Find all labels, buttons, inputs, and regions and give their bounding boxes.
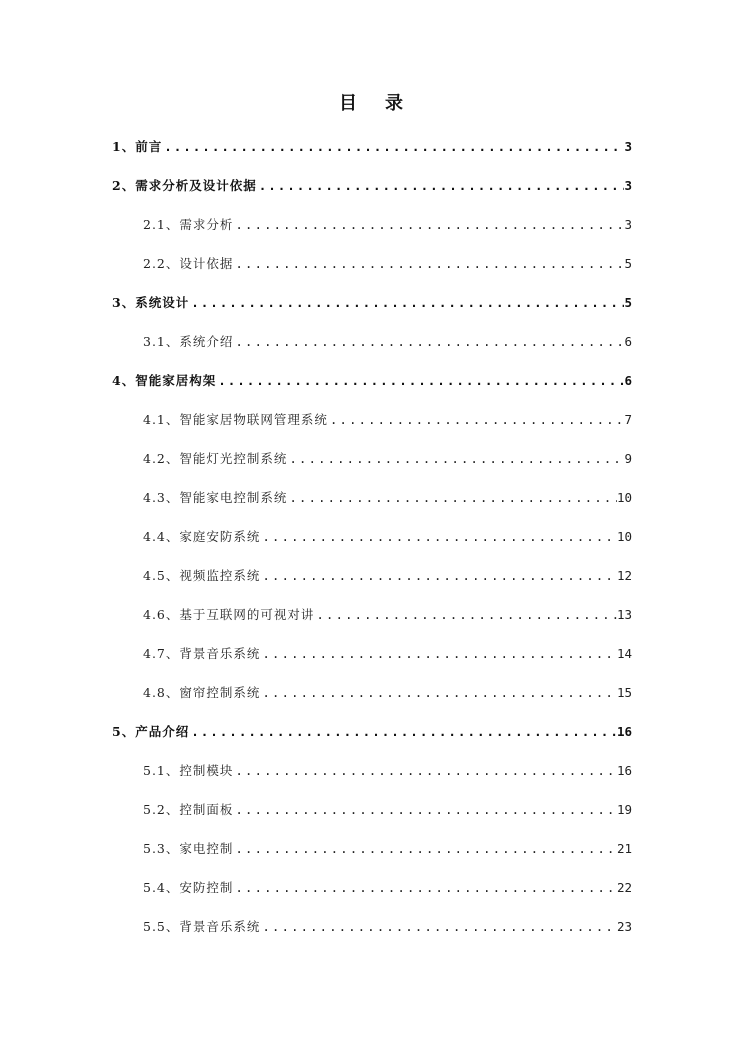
toc-entry-label: 4.6、基于互联网的可视对讲 bbox=[143, 607, 315, 622]
toc-entry-page: 23 bbox=[616, 919, 632, 934]
toc-leader-dots bbox=[260, 683, 617, 703]
toc-entry-label: 2.2、设计依据 bbox=[143, 256, 234, 271]
toc-entry-1[interactable] bbox=[112, 137, 632, 157]
toc-entry-label: 5.2、控制面板 bbox=[143, 802, 234, 817]
toc-leader-dots bbox=[189, 293, 624, 313]
toc-entry-label: 5.4、安防控制 bbox=[143, 880, 234, 895]
toc-entry-page: 15 bbox=[616, 685, 632, 700]
toc-leader-dots bbox=[314, 605, 617, 625]
toc-entry-4-8[interactable] bbox=[143, 683, 632, 703]
toc-entry-label: 5.5、背景音乐系统 bbox=[143, 919, 261, 934]
toc-leader-dots bbox=[189, 722, 617, 742]
toc-entry-page: 3 bbox=[624, 178, 632, 193]
toc-leader-dots bbox=[260, 644, 617, 664]
toc-leader-dots bbox=[233, 332, 624, 352]
toc-entry-page: 3 bbox=[624, 139, 632, 154]
toc-leader-dots bbox=[233, 839, 617, 859]
toc-leader-dots bbox=[233, 800, 617, 820]
toc-entry-label: 5.3、家电控制 bbox=[143, 841, 234, 856]
toc-entry-3-1[interactable] bbox=[143, 332, 632, 352]
toc-entry-label: 2.1、需求分析 bbox=[143, 217, 234, 232]
toc-entry-page: 10 bbox=[616, 529, 632, 544]
toc-entry-label: 4.4、家庭安防系统 bbox=[143, 529, 261, 544]
toc-entry-label: 5.1、控制模块 bbox=[143, 763, 234, 778]
toc-entry-label: 4.5、视频监控系统 bbox=[143, 568, 261, 583]
toc-entry-5-4[interactable] bbox=[143, 878, 632, 898]
toc-entry-2[interactable] bbox=[112, 176, 632, 196]
toc-entry-4-7[interactable] bbox=[143, 644, 632, 664]
toc-leader-dots bbox=[260, 527, 617, 547]
toc-entry-page: 6 bbox=[624, 334, 632, 349]
toc-entry-label: 4.2、智能灯光控制系统 bbox=[143, 451, 288, 466]
toc-entry-label: 1、前言 bbox=[112, 139, 163, 154]
toc-entry-label: 3.1、系统介绍 bbox=[143, 334, 234, 349]
toc-entry-label: 3、系统设计 bbox=[112, 295, 190, 310]
toc-entry-5[interactable] bbox=[112, 722, 632, 742]
toc-entry-page: 14 bbox=[616, 646, 632, 661]
toc-leader-dots bbox=[216, 371, 624, 391]
toc-entry-5-5[interactable] bbox=[143, 917, 632, 937]
title-char-1: 目 bbox=[339, 93, 359, 114]
toc-entry-page: 7 bbox=[624, 412, 632, 427]
toc-entry-4-2[interactable] bbox=[143, 449, 632, 469]
toc-entry-page: 16 bbox=[616, 763, 632, 778]
toc-entry-page: 21 bbox=[616, 841, 632, 856]
toc-entry-label: 4.3、智能家电控制系统 bbox=[143, 490, 288, 505]
toc-entry-2-2[interactable] bbox=[143, 254, 632, 274]
toc-entry-2-1[interactable] bbox=[143, 215, 632, 235]
toc-entry-page: 6 bbox=[624, 373, 632, 388]
toc-entry-5-1[interactable] bbox=[143, 761, 632, 781]
toc-leader-dots bbox=[260, 917, 617, 937]
toc-leader-dots bbox=[162, 137, 624, 157]
toc-leader-dots bbox=[233, 215, 624, 235]
toc-leader-dots bbox=[287, 488, 617, 508]
toc-entry-4[interactable] bbox=[112, 371, 632, 391]
toc-entry-label: 4.7、背景音乐系统 bbox=[143, 646, 261, 661]
toc-entry-page: 5 bbox=[624, 295, 632, 310]
toc-entry-page: 19 bbox=[616, 802, 632, 817]
toc-leader-dots bbox=[328, 410, 625, 430]
toc-entry-page: 9 bbox=[624, 451, 632, 466]
toc-leader-dots bbox=[233, 254, 624, 274]
toc-entry-5-2[interactable] bbox=[143, 800, 632, 820]
toc-entry-page: 13 bbox=[616, 607, 632, 622]
toc-leader-dots bbox=[287, 449, 624, 469]
toc-leader-dots bbox=[260, 566, 617, 586]
toc-entry-label: 5、产品介绍 bbox=[112, 724, 190, 739]
toc-entry-page: 12 bbox=[616, 568, 632, 583]
toc-entry-page: 3 bbox=[624, 217, 632, 232]
toc-entry-page: 5 bbox=[624, 256, 632, 271]
toc-entry-3[interactable] bbox=[112, 293, 632, 313]
toc-entry-label: 4.1、智能家居物联网管理系统 bbox=[143, 412, 328, 427]
toc-entry-4-3[interactable] bbox=[143, 488, 632, 508]
toc-entry-5-3[interactable] bbox=[143, 839, 632, 859]
toc-entry-label: 2、需求分析及设计依据 bbox=[112, 178, 257, 193]
toc-entry-label: 4.8、窗帘控制系统 bbox=[143, 685, 261, 700]
toc-entry-4-5[interactable] bbox=[143, 566, 632, 586]
title-char-2: 录 bbox=[385, 93, 405, 114]
toc-leader-dots bbox=[233, 761, 617, 781]
toc-entry-label: 4、智能家居构架 bbox=[112, 373, 217, 388]
toc-entry-page: 22 bbox=[616, 880, 632, 895]
toc-entry-4-1[interactable] bbox=[143, 410, 632, 430]
toc-leader-dots bbox=[233, 878, 617, 898]
toc-leader-dots bbox=[257, 176, 625, 196]
toc-entry-page: 16 bbox=[616, 724, 632, 739]
toc-entry-page: 10 bbox=[616, 490, 632, 505]
toc-entry-4-4[interactable] bbox=[143, 527, 632, 547]
toc-entry-4-6[interactable] bbox=[143, 605, 632, 625]
